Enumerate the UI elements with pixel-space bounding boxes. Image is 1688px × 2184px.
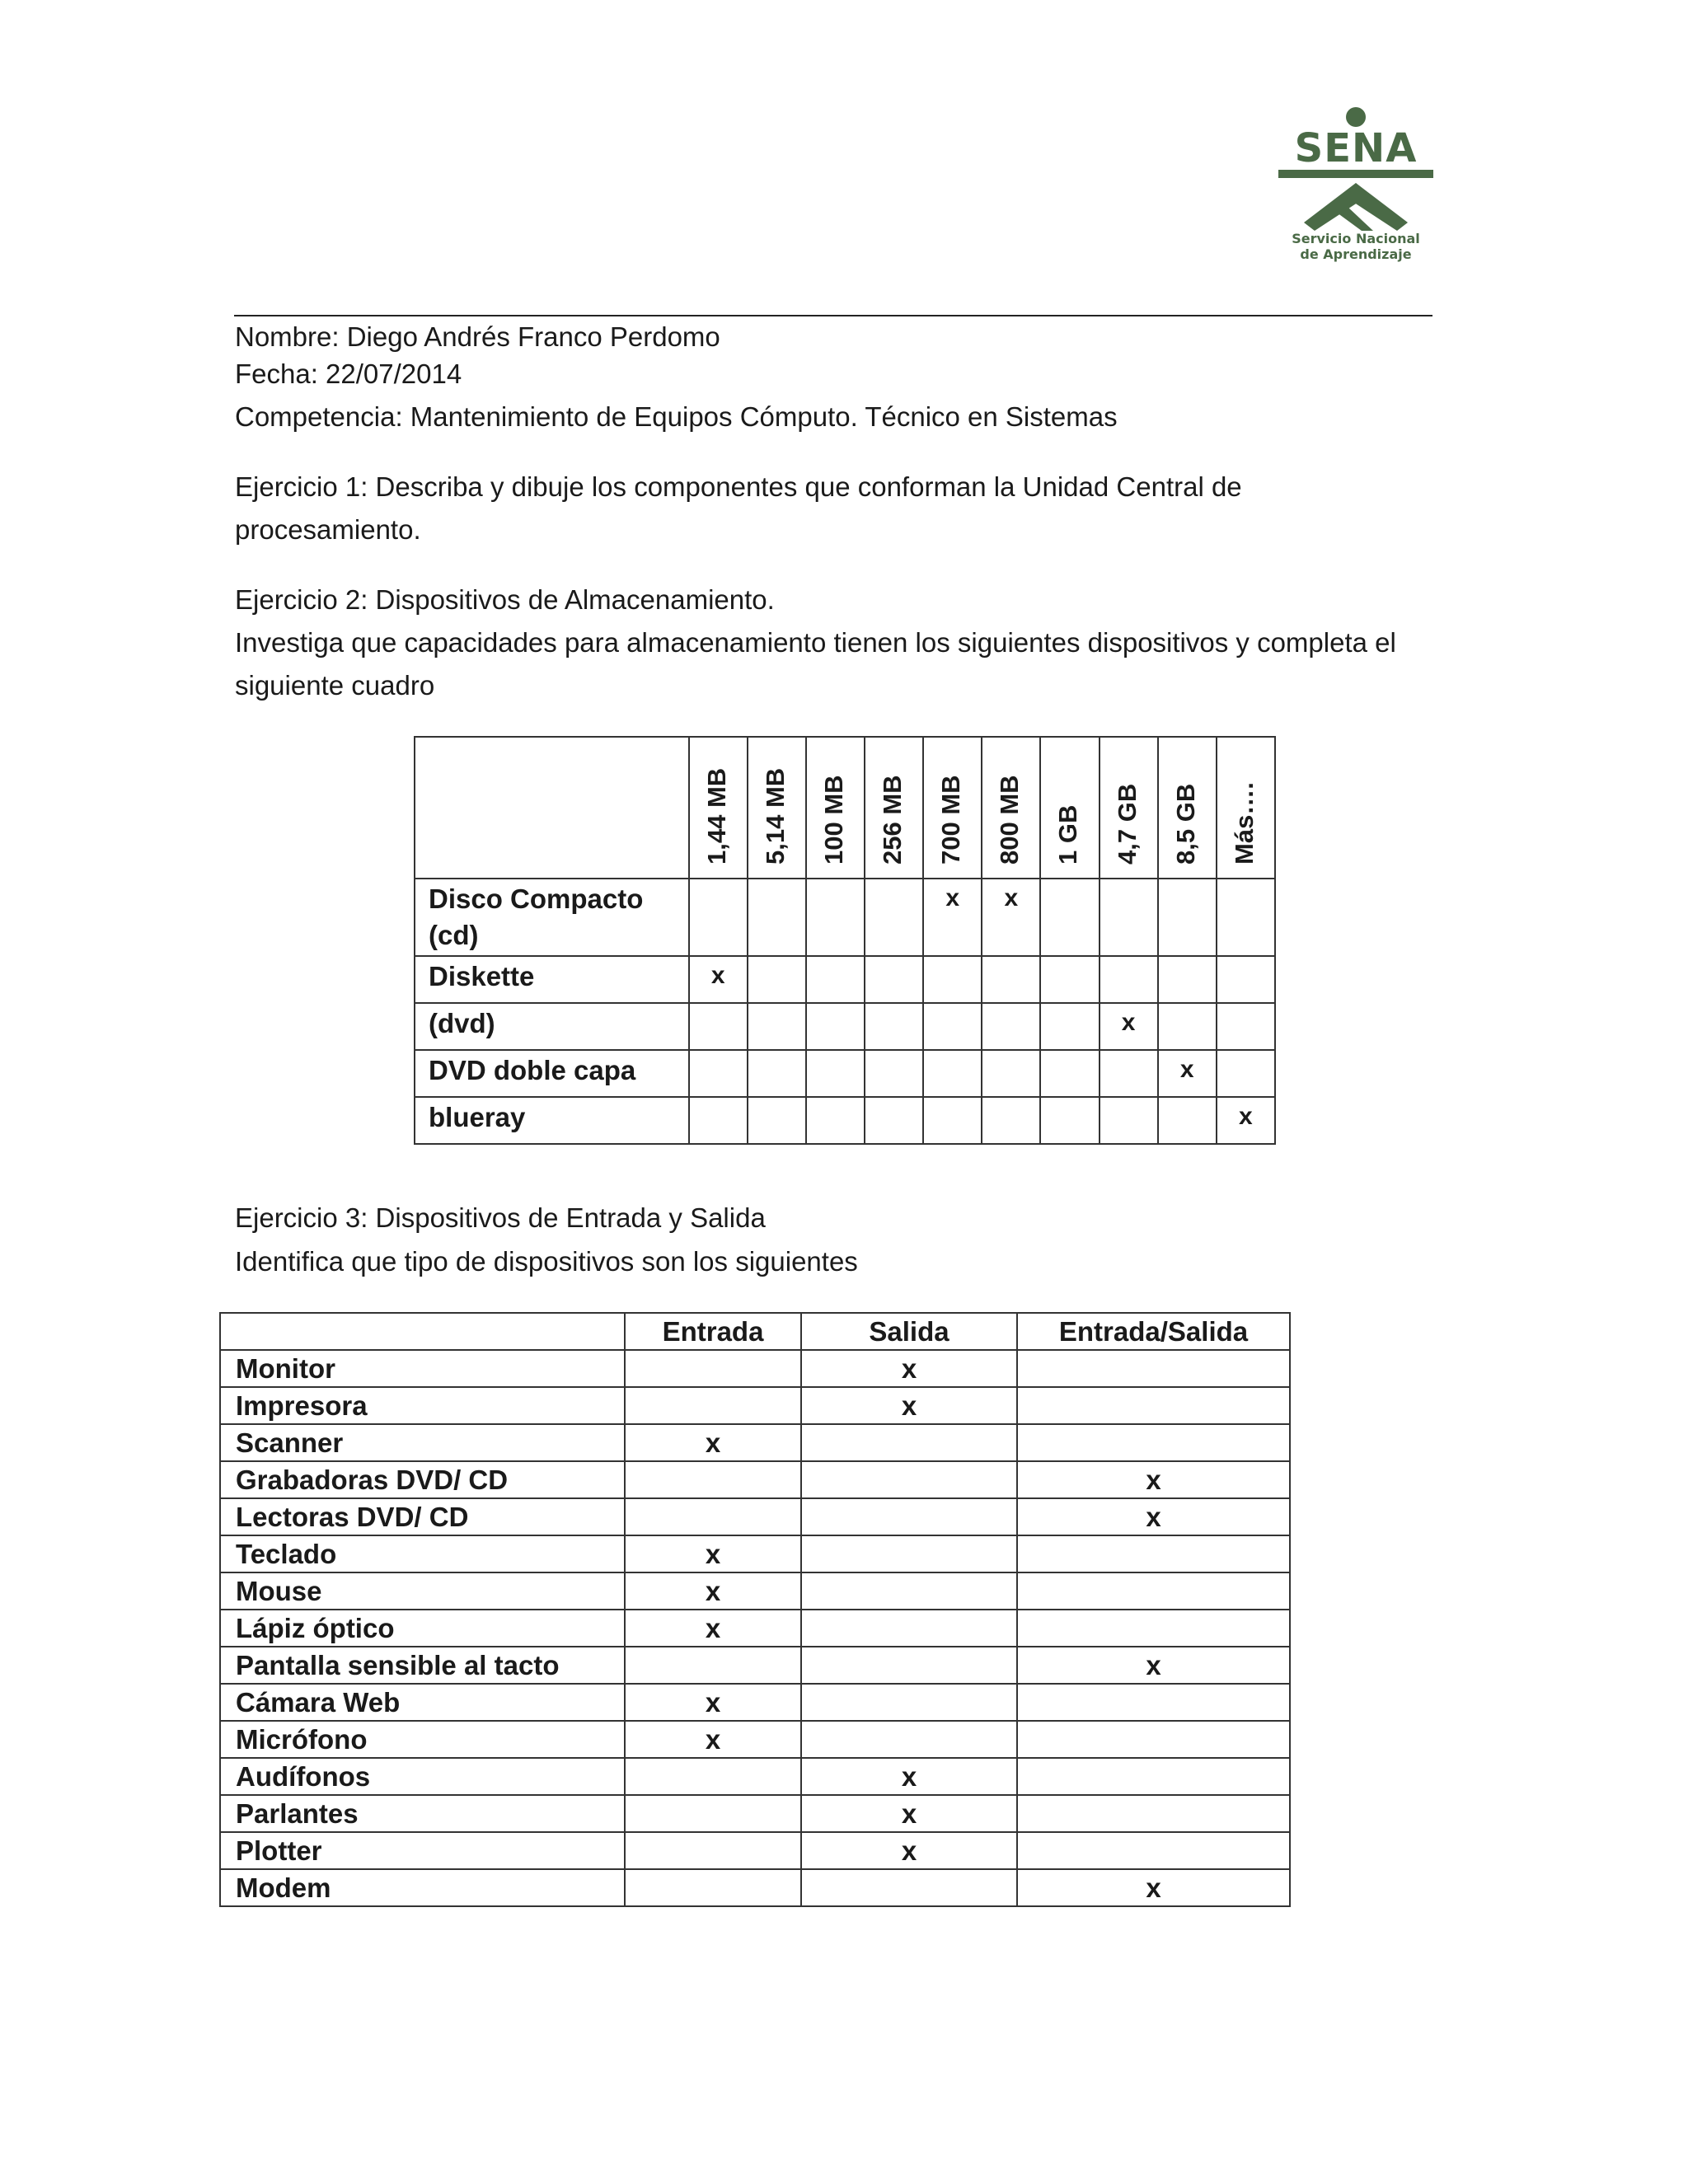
table-cell [801, 1498, 1017, 1535]
io-header-row [220, 1313, 1290, 1350]
table-cell [1040, 956, 1099, 1003]
table-cell [801, 1647, 1017, 1684]
table-cell [1158, 956, 1217, 1003]
table-cell: x [801, 1832, 1017, 1869]
table-row [220, 1758, 1290, 1795]
table-cell [625, 1795, 801, 1832]
col-header-entrada-salida: Entrada/Salida [1017, 1313, 1290, 1350]
exercise-2-title: Ejercicio 2: Dispositivos de Almacenamiento. [235, 584, 775, 615]
table-cell [1017, 1684, 1290, 1721]
device-label: Lápiz óptico [220, 1610, 625, 1647]
device-label: Plotter [220, 1832, 625, 1869]
exercise-3-title: Ejercicio 3: Dispositivos de Entrada y Salida [235, 1202, 766, 1233]
table-cell [625, 1647, 801, 1684]
exercise-2-instruction-1: Investiga que capacidades para almacenamiento tienen los siguientes dispositivos y completa el [235, 627, 1396, 658]
table-cell [748, 1003, 806, 1050]
table-cell: x [625, 1610, 801, 1647]
table-cell [625, 1387, 801, 1424]
row-label [415, 879, 689, 956]
table-cell [1040, 1050, 1099, 1097]
table-cell: x [625, 1684, 801, 1721]
col-label: 256 MB [878, 775, 907, 865]
table-cell [801, 1424, 1017, 1461]
table-cell [982, 1097, 1040, 1144]
table-cell [923, 1050, 982, 1097]
table-cell [1158, 1003, 1217, 1050]
table-cell [1158, 1097, 1217, 1144]
table-cell [801, 1610, 1017, 1647]
table-cell [748, 1050, 806, 1097]
table-row [220, 1350, 1290, 1387]
table-cell [1217, 879, 1275, 956]
device-label: Teclado [220, 1535, 625, 1572]
table-cell [865, 879, 923, 956]
table-cell [806, 956, 865, 1003]
table-cell [1017, 1832, 1290, 1869]
table-cell [1100, 956, 1158, 1003]
logo-wordmark: SENA [1294, 125, 1418, 171]
device-label: Impresora [220, 1387, 625, 1424]
exercise-1-line-1: Ejercicio 1: Describa y dibuje los componentes que conforman la Unidad Central de [235, 471, 1242, 502]
table-cell [982, 956, 1040, 1003]
device-label: Grabadoras DVD/ CD [220, 1461, 625, 1498]
io-corner-cell [220, 1313, 625, 1350]
table-cell [748, 1097, 806, 1144]
row-label: blueray [415, 1097, 689, 1144]
device-label: Pantalla sensible al tacto [220, 1647, 625, 1684]
exercise-2-instruction-2: siguiente cuadro [235, 670, 435, 701]
table-cell [625, 1832, 801, 1869]
col-header-salida: Salida [801, 1313, 1017, 1350]
table-cell: x [923, 879, 982, 956]
storage-col-header [1217, 737, 1275, 879]
storage-corner-cell [415, 737, 689, 879]
table-row [415, 1050, 1275, 1097]
table-cell: x [625, 1721, 801, 1758]
logo-subtitle-line1: Servicio Nacional [1292, 231, 1420, 246]
table-cell [923, 1097, 982, 1144]
table-cell [689, 1097, 748, 1144]
table-cell: x [1017, 1647, 1290, 1684]
exercise-1-line-2: procesamiento. [235, 514, 421, 545]
device-label: Scanner [220, 1424, 625, 1461]
table-row [415, 956, 1275, 1003]
table-cell [1017, 1758, 1290, 1795]
storage-col-header [748, 737, 806, 879]
device-label: Mouse [220, 1572, 625, 1610]
table-row [220, 1572, 1290, 1610]
device-label: Cámara Web [220, 1684, 625, 1721]
table-cell: x [1217, 1097, 1275, 1144]
device-label: Micrófono [220, 1721, 625, 1758]
table-cell: x [1017, 1498, 1290, 1535]
table-cell [1217, 1003, 1275, 1050]
table-cell [1217, 956, 1275, 1003]
table-cell [801, 1684, 1017, 1721]
table-cell [982, 1050, 1040, 1097]
table-cell [1158, 879, 1217, 956]
col-label: 1,44 MB [701, 767, 731, 865]
table-cell [865, 1003, 923, 1050]
table-cell [865, 1097, 923, 1144]
table-cell: x [1017, 1461, 1290, 1498]
device-label: Monitor [220, 1350, 625, 1387]
table-cell [1100, 879, 1158, 956]
table-cell [689, 1003, 748, 1050]
table-cell [1017, 1387, 1290, 1424]
table-row [220, 1869, 1290, 1906]
io-devices-table [219, 1312, 1291, 1907]
table-row [415, 879, 1275, 956]
storage-col-header [689, 737, 748, 879]
table-cell: x [801, 1350, 1017, 1387]
table-row [220, 1387, 1290, 1424]
row-label-line-2: (cd) [429, 920, 479, 950]
table-cell [1100, 1050, 1158, 1097]
col-label: 5,14 MB [760, 767, 790, 865]
row-label-line-1: Disco Compacto [429, 883, 644, 914]
storage-col-header [982, 737, 1040, 879]
table-cell: x [1100, 1003, 1158, 1050]
table-cell [1217, 1050, 1275, 1097]
table-row [220, 1610, 1290, 1647]
device-label: Lectoras DVD/ CD [220, 1498, 625, 1535]
table-cell [1017, 1535, 1290, 1572]
table-row [220, 1795, 1290, 1832]
table-cell [625, 1350, 801, 1387]
table-cell [801, 1572, 1017, 1610]
logo-subtitle [1276, 231, 1436, 262]
col-label: 700 MB [936, 775, 966, 865]
table-row [220, 1647, 1290, 1684]
table-cell [625, 1498, 801, 1535]
row-label: (dvd) [415, 1003, 689, 1050]
table-cell [1040, 1097, 1099, 1144]
student-name: Nombre: Diego Andrés Franco Perdomo [235, 321, 720, 352]
table-row [415, 1097, 1275, 1144]
table-cell: x [801, 1795, 1017, 1832]
device-label: Audífonos [220, 1758, 625, 1795]
table-cell: x [625, 1572, 801, 1610]
table-row [220, 1832, 1290, 1869]
storage-col-header [806, 737, 865, 879]
sena-logo [1276, 107, 1436, 272]
table-cell [801, 1721, 1017, 1758]
storage-col-header [923, 737, 982, 879]
table-cell [1017, 1350, 1290, 1387]
table-cell [1017, 1795, 1290, 1832]
table-row [220, 1684, 1290, 1721]
table-cell [865, 1050, 923, 1097]
table-cell: x [1158, 1050, 1217, 1097]
table-cell [625, 1758, 801, 1795]
row-label: Diskette [415, 956, 689, 1003]
table-cell [1040, 879, 1099, 956]
col-label: Más…. [1229, 782, 1259, 865]
table-cell [689, 1050, 748, 1097]
table-cell [923, 1003, 982, 1050]
table-cell [748, 956, 806, 1003]
table-cell [806, 1003, 865, 1050]
table-cell [801, 1869, 1017, 1906]
table-cell [806, 879, 865, 956]
storage-col-header [1100, 737, 1158, 879]
table-cell: x [1017, 1869, 1290, 1906]
col-label: 4,7 GB [1112, 783, 1142, 865]
logo-subtitle-line2: de Aprendizaje [1300, 246, 1412, 262]
table-cell: x [801, 1387, 1017, 1424]
table-row [220, 1498, 1290, 1535]
competency: Competencia: Mantenimiento de Equipos Cómputo. Técnico en Sistemas [235, 401, 1118, 432]
table-cell [625, 1461, 801, 1498]
table-cell [1017, 1721, 1290, 1758]
device-label: Modem [220, 1869, 625, 1906]
table-cell [806, 1097, 865, 1144]
table-cell: x [625, 1535, 801, 1572]
table-row [220, 1461, 1290, 1498]
table-cell [1040, 1003, 1099, 1050]
table-cell [801, 1535, 1017, 1572]
col-header-entrada: Entrada [625, 1313, 801, 1350]
storage-col-header [1040, 737, 1099, 879]
col-label: 800 MB [995, 775, 1025, 865]
col-label: 100 MB [818, 775, 848, 865]
table-row [415, 1003, 1275, 1050]
table-cell [625, 1869, 801, 1906]
row-label: DVD doble capa [415, 1050, 689, 1097]
table-cell [1017, 1572, 1290, 1610]
table-row [220, 1424, 1290, 1461]
storage-capacity-table [414, 736, 1276, 1145]
table-cell [865, 956, 923, 1003]
table-cell [806, 1050, 865, 1097]
storage-col-header [865, 737, 923, 879]
col-label: 8,5 GB [1170, 783, 1200, 865]
table-cell [689, 879, 748, 956]
table-cell: x [625, 1424, 801, 1461]
table-row [220, 1535, 1290, 1572]
storage-col-header [1158, 737, 1217, 879]
storage-header-row [415, 737, 1275, 879]
table-cell: x [982, 879, 1040, 956]
table-row [220, 1721, 1290, 1758]
table-cell [923, 956, 982, 1003]
table-cell [982, 1003, 1040, 1050]
table-cell [1017, 1424, 1290, 1461]
table-cell [1100, 1097, 1158, 1144]
table-cell [1017, 1610, 1290, 1647]
table-cell [801, 1461, 1017, 1498]
table-cell: x [689, 956, 748, 1003]
table-cell: x [801, 1758, 1017, 1795]
device-label: Parlantes [220, 1795, 625, 1832]
col-label: 1 GB [1053, 804, 1083, 865]
exercise-3-instruction: Identifica que tipo de dispositivos son los siguientes [235, 1246, 858, 1277]
table-cell [748, 879, 806, 956]
date: Fecha: 22/07/2014 [235, 359, 462, 389]
